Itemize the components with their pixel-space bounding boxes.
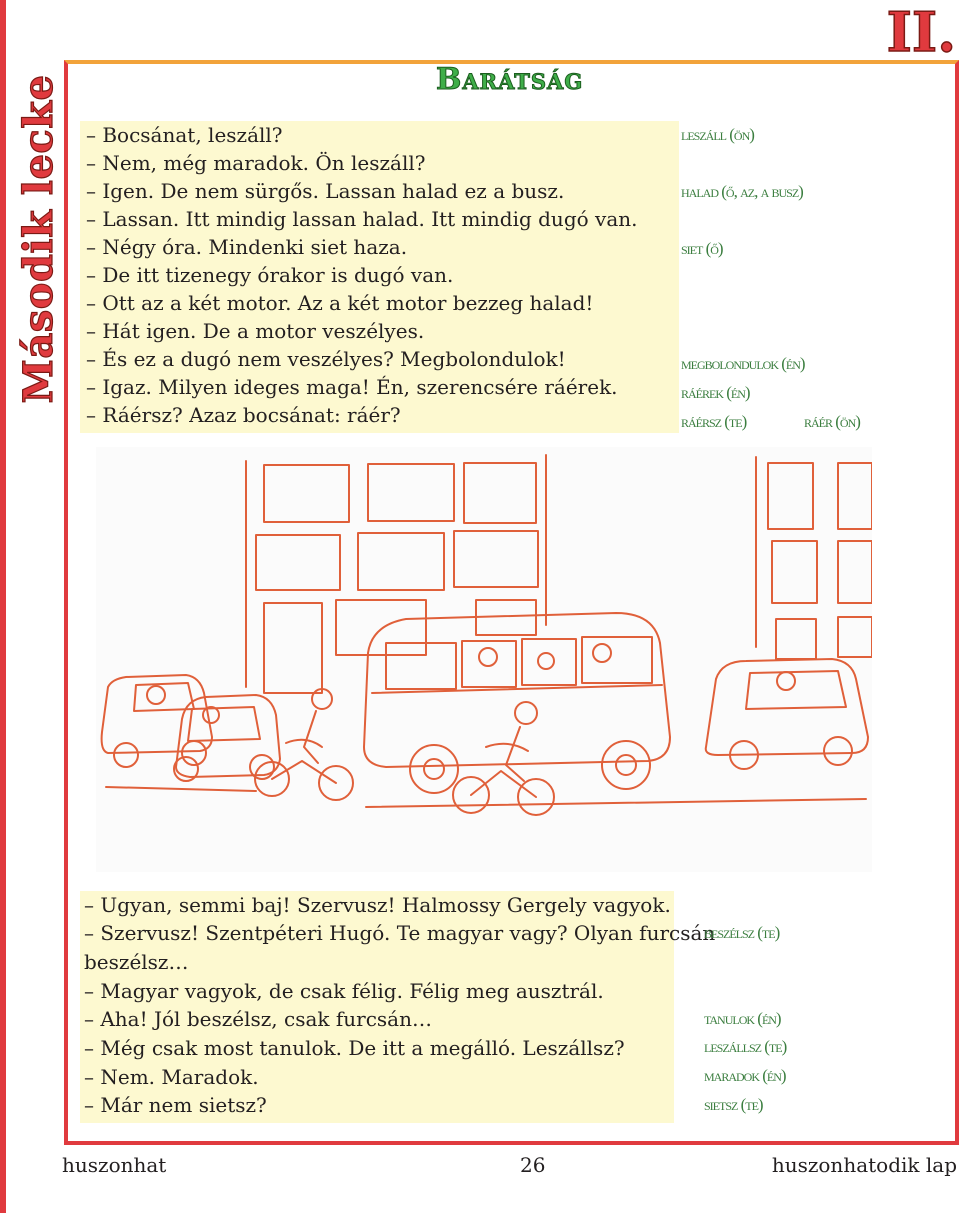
dialogue-line: – Lassan. Itt mindig lassan halad. Itt mindig dugó van. (86, 207, 638, 231)
vocab-note: sietsz (te) (704, 1095, 763, 1114)
bus (364, 613, 670, 793)
dialogue-line: – Még csak most tanulok. De itt a megálló. Leszállsz? (84, 1036, 625, 1060)
traffic-jam-illustration (96, 447, 872, 872)
dialogue-box-bottom (80, 891, 716, 1123)
vocab-note: ráér (ön) (804, 412, 860, 431)
dialogue-line: – És ez a dugó nem veszélyes? Megbolondulok! (86, 347, 566, 371)
footer-page-word: huszonhat (62, 1153, 167, 1177)
motorbike-left (255, 689, 353, 800)
dialogue-line: – Magyar vagyok, de csak félig. Félig meg ausztrál. (84, 979, 604, 1003)
dialogue-line: – Szervusz! Szentpéteri Hugó. Te magyar vagy? Olyan furcsán (84, 921, 716, 945)
vocab-note: maradok (én) (704, 1066, 786, 1085)
vocab-note: siet (ő) (681, 239, 723, 258)
page-title: Barátság (436, 62, 584, 97)
vocab-note: tanulok (én) (704, 1009, 781, 1028)
vocab-note: beszélsz (te) (704, 923, 780, 942)
lesson-side-title: Második lecke (15, 74, 62, 404)
footer-page-ordinal: huszonhatodik lap (771, 1153, 957, 1177)
motorbike-right (453, 702, 554, 815)
dialogue-line: – De itt tizenegy órakor is dugó van. (86, 263, 454, 287)
dialogue-line: – Nem. Maradok. (84, 1065, 259, 1089)
dialogue-line: – Igaz. Milyen ideges maga! Én, szerencsére ráérek. (86, 375, 618, 399)
vocab-note: megbolondulok (én) (681, 354, 805, 373)
footer-page-number: 26 (520, 1153, 546, 1177)
dialogue-line: beszélsz… (84, 950, 189, 974)
dialogue-line: – Ugyan, semmi baj! Szervusz! Halmossy Gergely vagyok. (84, 893, 671, 917)
dialogue-line: – Aha! Jól beszélsz, csak furcsán… (84, 1007, 432, 1031)
car-right (706, 659, 868, 769)
vocab-note: halad (ő, az, a busz) (681, 182, 803, 201)
dialogue-line: – Négy óra. Mindenki siet haza. (86, 235, 408, 259)
left-edge-bar (0, 0, 6, 1213)
building-right (756, 457, 872, 659)
building-left (246, 455, 546, 693)
dialogue-line: – Igen. De nem sürgős. Lassan halad ez a busz. (86, 179, 565, 203)
unit-number: II. (886, 0, 956, 64)
dialogue-line: – Bocsánat, leszáll? (86, 123, 283, 147)
car-second (174, 695, 280, 781)
dialogue-box-top (80, 121, 679, 433)
dialogue-line: – Már nem sietsz? (84, 1093, 267, 1117)
dialogue-line: – Nem, még maradok. Ön leszáll? (86, 151, 426, 175)
vocab-note: ráérsz (te) (681, 412, 747, 431)
vocab-note: leszáll (ön) (681, 125, 754, 144)
dialogue-line: – Ott az a két motor. Az a két motor bezzeg halad! (86, 291, 594, 315)
vocab-note: ráérek (én) (681, 383, 750, 402)
car-left (102, 675, 212, 767)
dialogue-line: – Ráérsz? Azaz bocsánat: ráér? (86, 403, 401, 427)
dialogue-line: – Hát igen. De a motor veszélyes. (86, 319, 425, 343)
vocab-note: leszállsz (te) (704, 1037, 787, 1056)
